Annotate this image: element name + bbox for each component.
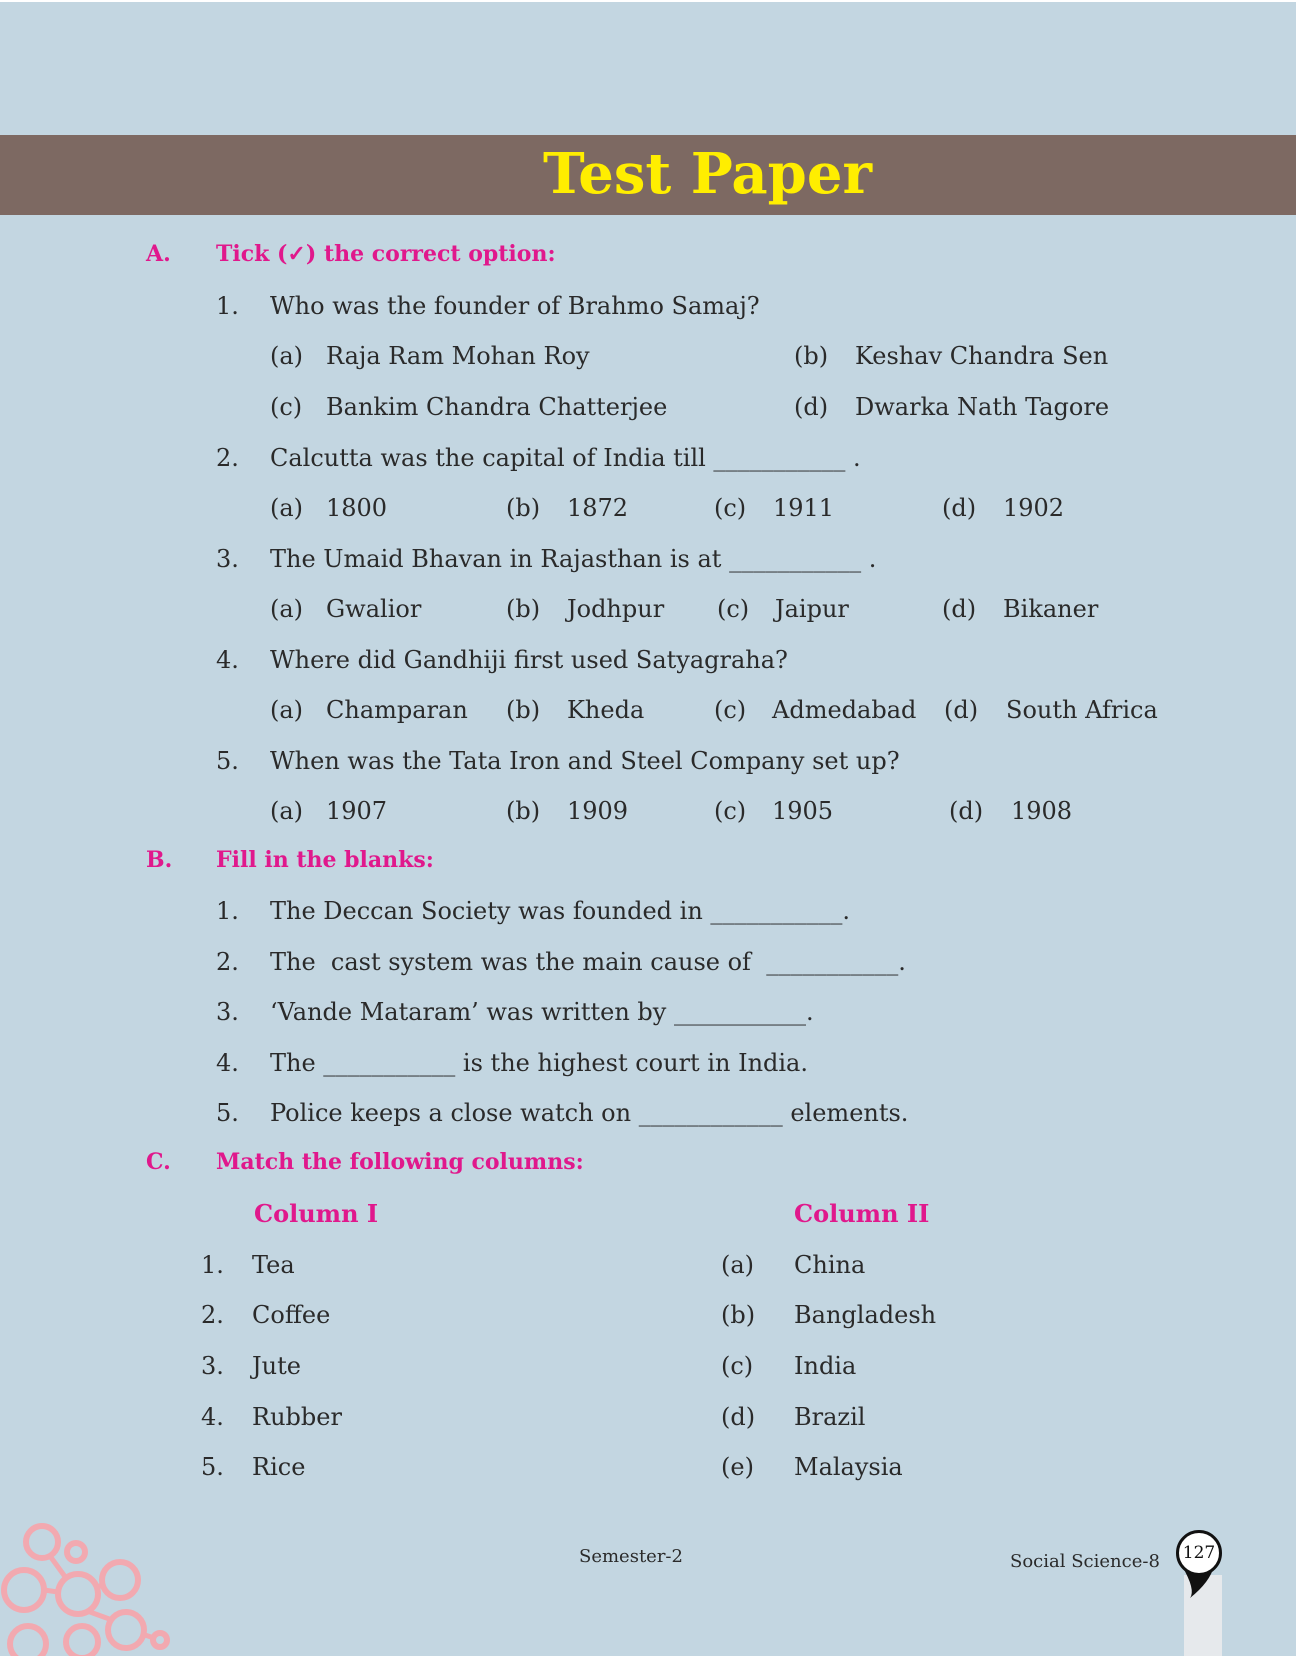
q3-option-b: Jodhpur bbox=[567, 595, 665, 623]
c1-right: China bbox=[794, 1251, 866, 1279]
b1-text: The Deccan Society was founded in ___________. bbox=[270, 897, 851, 925]
q3-option-a: Gwalior bbox=[326, 595, 422, 623]
b5-number: 5. bbox=[216, 1099, 239, 1127]
section-c-title: Match the following columns: bbox=[216, 1149, 584, 1175]
b4-number: 4. bbox=[216, 1049, 239, 1077]
c5-right: Malaysia bbox=[794, 1453, 903, 1481]
q2-option-d-label: (d) bbox=[942, 494, 977, 522]
q4-option-d: South Africa bbox=[1006, 696, 1158, 724]
top-border bbox=[0, 0, 1296, 2]
c2-right: Bangladesh bbox=[794, 1301, 937, 1329]
footer-semester: Semester-2 bbox=[579, 1546, 683, 1567]
q5-number: 5. bbox=[216, 747, 239, 775]
q5-option-d: 1908 bbox=[1011, 797, 1073, 825]
q2-option-c-label: (c) bbox=[714, 494, 747, 522]
section-c-letter: C. bbox=[146, 1149, 171, 1175]
title-banner bbox=[0, 135, 1296, 215]
q1-option-b: Keshav Chandra Sen bbox=[855, 342, 1109, 370]
c3-left: Jute bbox=[252, 1352, 301, 1380]
q4-option-c: Admedabad bbox=[772, 696, 917, 724]
q1-option-d-label: (d) bbox=[794, 393, 829, 421]
q1-number: 1. bbox=[216, 292, 239, 320]
b4-text: The ___________ is the highest court in India. bbox=[270, 1049, 808, 1077]
q3-option-a-label: (a) bbox=[270, 595, 304, 623]
b2-text: The cast system was the main cause of ___________. bbox=[270, 948, 906, 976]
q5-option-d-label: (d) bbox=[949, 797, 984, 825]
q2-text: Calcutta was the capital of India till ___________ . bbox=[270, 444, 861, 472]
q3-option-d: Bikaner bbox=[1003, 595, 1099, 623]
q2-option-b-label: (b) bbox=[506, 494, 541, 522]
c1-left: Tea bbox=[252, 1251, 295, 1279]
c5-label: (e) bbox=[721, 1453, 754, 1481]
c3-right: India bbox=[794, 1352, 857, 1380]
c2-left: Coffee bbox=[252, 1301, 331, 1329]
q4-number: 4. bbox=[216, 646, 239, 674]
q1-option-c: Bankim Chandra Chatterjee bbox=[326, 393, 668, 421]
q5-option-a: 1907 bbox=[326, 797, 388, 825]
section-a-title: Tick (✓) the correct option: bbox=[216, 241, 556, 267]
q5-option-c: 1905 bbox=[772, 797, 834, 825]
q3-option-c-label: (c) bbox=[717, 595, 750, 623]
q1-text: Who was the founder of Brahmo Samaj? bbox=[270, 292, 760, 320]
q5-option-b: 1909 bbox=[567, 797, 629, 825]
q4-text: Where did Gandhiji first used Satyagraha? bbox=[270, 646, 788, 674]
q3-option-b-label: (b) bbox=[506, 595, 541, 623]
q3-option-d-label: (d) bbox=[942, 595, 977, 623]
c1-label: (a) bbox=[721, 1251, 755, 1279]
q1-option-d: Dwarka Nath Tagore bbox=[855, 393, 1110, 421]
section-b-letter: B. bbox=[146, 847, 173, 873]
c3-number: 3. bbox=[201, 1352, 224, 1380]
q5-text: When was the Tata Iron and Steel Company set up? bbox=[270, 747, 900, 775]
c1-number: 1. bbox=[201, 1251, 224, 1279]
c2-number: 2. bbox=[201, 1301, 224, 1329]
c5-number: 5. bbox=[201, 1453, 224, 1481]
b1-number: 1. bbox=[216, 897, 239, 925]
q2-number: 2. bbox=[216, 444, 239, 472]
section-b-title: Fill in the blanks: bbox=[216, 847, 434, 873]
b5-text: Police keeps a close watch on ____________ elements. bbox=[270, 1099, 909, 1127]
q4-option-a-label: (a) bbox=[270, 696, 304, 724]
column-2-heading: Column II bbox=[794, 1199, 930, 1228]
q4-option-c-label: (c) bbox=[714, 696, 747, 724]
q2-option-d: 1902 bbox=[1003, 494, 1065, 522]
q3-number: 3. bbox=[216, 545, 239, 573]
q4-option-b: Kheda bbox=[567, 696, 645, 724]
c2-label: (b) bbox=[721, 1301, 756, 1329]
c4-number: 4. bbox=[201, 1403, 224, 1431]
column-1-heading: Column I bbox=[254, 1199, 379, 1228]
q5-option-c-label: (c) bbox=[714, 797, 747, 825]
decorative-circles bbox=[0, 1510, 180, 1656]
q4-option-a: Champaran bbox=[326, 696, 468, 724]
q1-option-b-label: (b) bbox=[794, 342, 829, 370]
q2-option-a: 1800 bbox=[326, 494, 388, 522]
c5-left: Rice bbox=[252, 1453, 306, 1481]
c4-left: Rubber bbox=[252, 1403, 342, 1431]
c4-label: (d) bbox=[721, 1403, 756, 1431]
c4-right: Brazil bbox=[794, 1403, 866, 1431]
b3-text: ‘Vande Mataram’ was written by ___________. bbox=[270, 998, 814, 1026]
c3-label: (c) bbox=[721, 1352, 754, 1380]
footer-subject: Social Science-8 bbox=[1010, 1551, 1160, 1572]
section-a-letter: A. bbox=[146, 241, 171, 267]
q5-option-b-label: (b) bbox=[506, 797, 541, 825]
q5-option-a-label: (a) bbox=[270, 797, 304, 825]
q3-option-c: Jaipur bbox=[775, 595, 849, 623]
q1-option-c-label: (c) bbox=[270, 393, 303, 421]
q3-text: The Umaid Bhavan in Rajasthan is at ___________ . bbox=[270, 545, 877, 573]
q4-option-d-label: (d) bbox=[944, 696, 979, 724]
q2-option-c: 1911 bbox=[773, 494, 835, 522]
page-number: 127 bbox=[1182, 1543, 1216, 1563]
b3-number: 3. bbox=[216, 998, 239, 1026]
b2-number: 2. bbox=[216, 948, 239, 976]
q4-option-b-label: (b) bbox=[506, 696, 541, 724]
q2-option-a-label: (a) bbox=[270, 494, 304, 522]
q1-option-a: Raja Ram Mohan Roy bbox=[326, 342, 590, 370]
page-title: Test Paper bbox=[543, 141, 872, 207]
q2-option-b: 1872 bbox=[567, 494, 629, 522]
q1-option-a-label: (a) bbox=[270, 342, 304, 370]
